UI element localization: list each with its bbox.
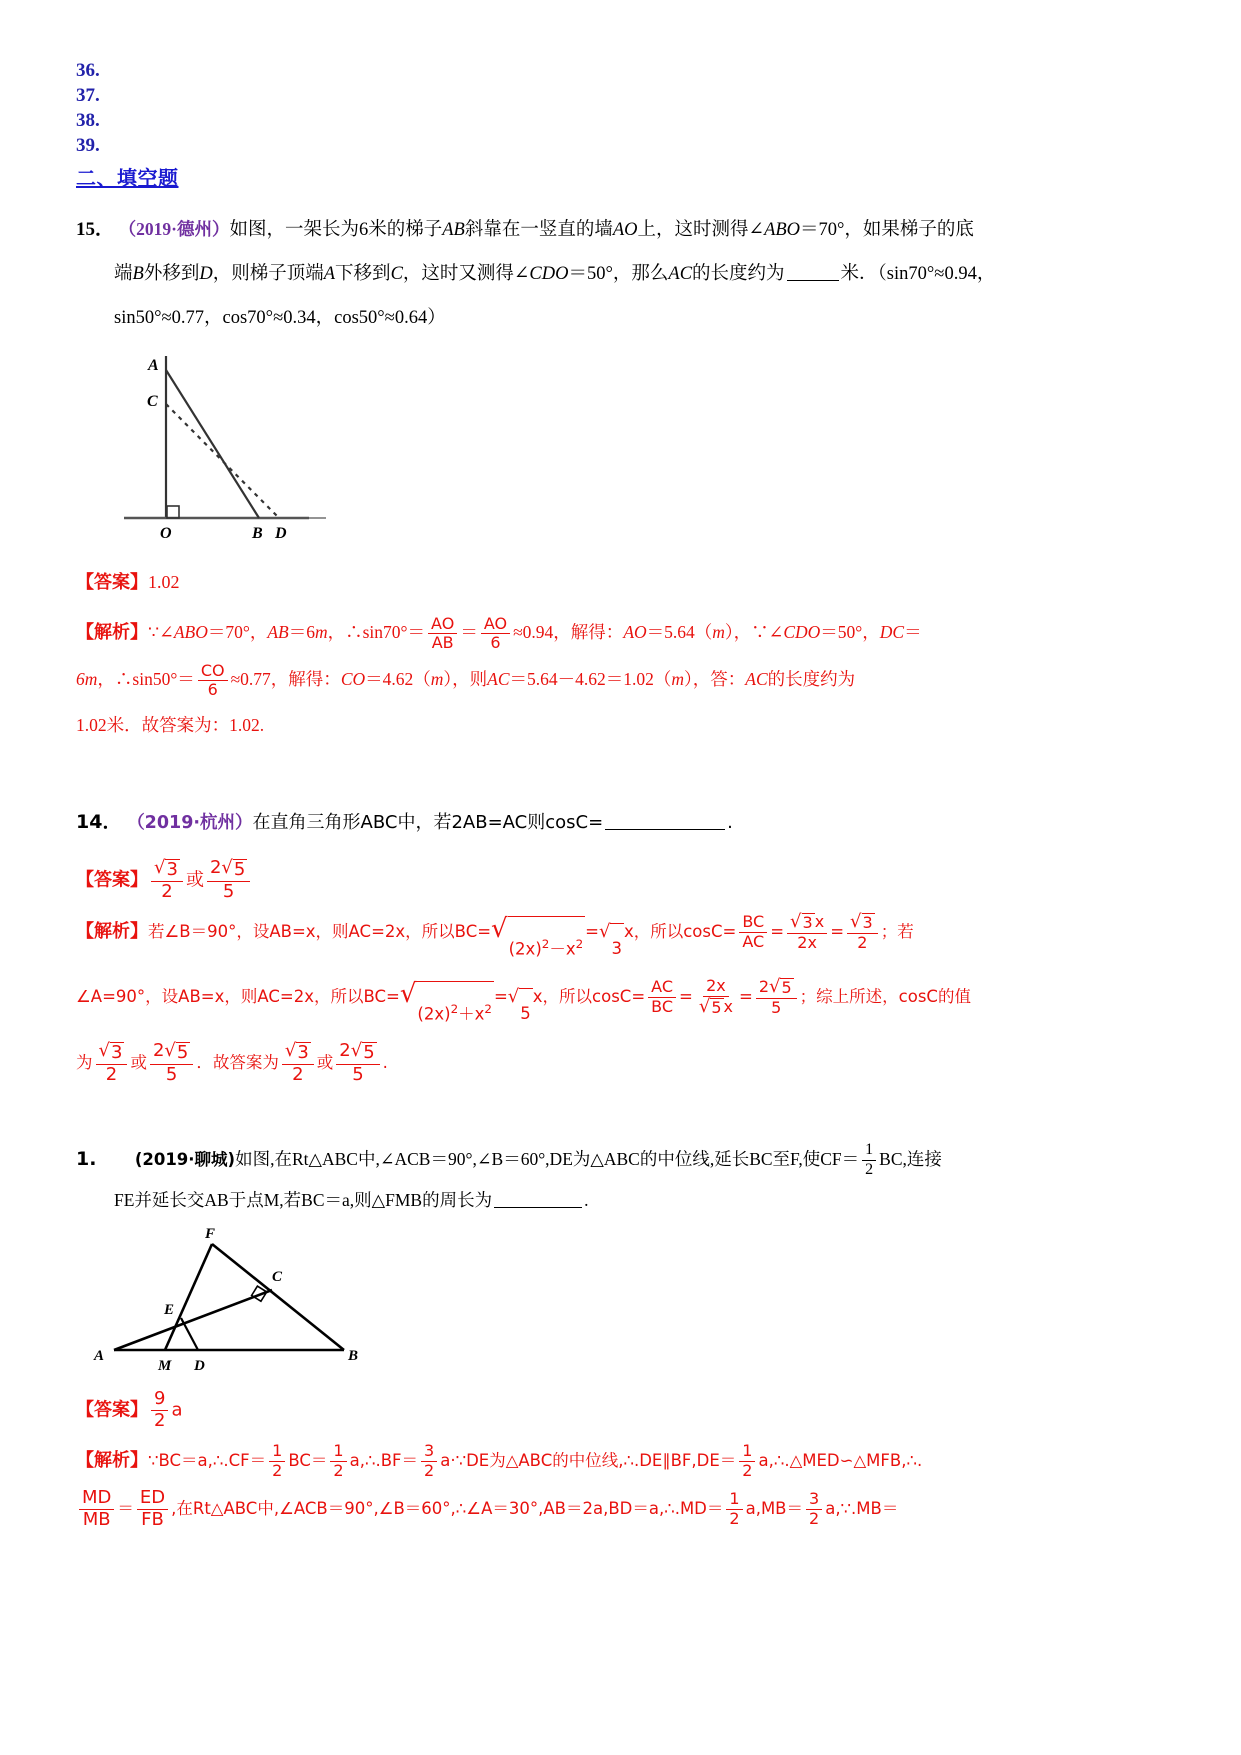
q15-exp-s10b: ＝5.64－4.62＝1.02（ <box>509 669 672 689</box>
q14-e1-eq2: = <box>770 921 785 941</box>
q1-number: 1. <box>76 1147 97 1170</box>
q14-e1-rad-sup: 2 <box>541 936 550 951</box>
q14-e3-frac4 <box>336 1039 379 1085</box>
q14-frac-2x-r5x <box>696 978 736 1017</box>
q14-f-num: BC <box>739 914 767 933</box>
sqrt-icon: √ 3 <box>98 1039 123 1063</box>
q14-answer-blank[interactable] <box>605 829 725 830</box>
q14-e2-f3-rad: 5 <box>781 978 792 998</box>
q15-line-3: sin50°≈0.77，cos70°≈0.34，cos50°≈0.64） <box>114 308 446 328</box>
q15-exp-cdo: CDO <box>783 622 821 642</box>
q1-e2-frac3 <box>726 1488 742 1528</box>
q14-or: 或 <box>185 869 204 891</box>
q1-e1-b: BC＝ <box>288 1450 328 1470</box>
sqrt-icon: √ 3 <box>850 910 873 932</box>
q14-e3-or: 或 <box>130 1052 147 1072</box>
q14-e3-f1-num <box>96 1039 128 1065</box>
q1-label-F: F <box>205 1225 216 1242</box>
q15-text-c: 上，这时测得∠ <box>637 220 765 240</box>
q14-e1-eq3: = <box>830 921 845 941</box>
q14-f-den: AC <box>742 931 765 951</box>
q1-label-D: D <box>194 1357 205 1374</box>
q15-exp-s9b: ＝4.62（ <box>365 669 431 689</box>
q1-e1-f3-num: 3 <box>421 1443 437 1462</box>
q15-l2-e: ，则梯子顶端 <box>212 264 324 284</box>
q1-e1-f2-den: 2 <box>333 1460 344 1480</box>
q1-e1-frac3 <box>421 1440 437 1480</box>
q14-e3-or2: 或 <box>316 1052 334 1072</box>
q1-e1: ∵BC＝a,∴.CF＝ <box>148 1450 267 1470</box>
q1-line-2 <box>76 1180 1166 1220</box>
q1-e1-frac4 <box>739 1440 755 1480</box>
q15-exp-m1: m <box>314 622 328 642</box>
q15-exp-m2: m <box>712 622 725 642</box>
q1-analysis <box>76 1437 1166 1533</box>
q15-point-b: B <box>132 264 144 284</box>
q14-frac-bc-ac <box>739 911 767 951</box>
q14-text-a: 在直角三角形ABC中，若2AB=AC则cosC= <box>252 812 604 833</box>
q1-ans-num: 9 <box>151 1390 168 1411</box>
q14-f2-tail: x <box>814 911 825 931</box>
q14-f2-num <box>787 910 827 934</box>
q14-e2-f3-coef: 2 <box>758 977 769 997</box>
q1-e1-f2-num: 1 <box>330 1443 346 1462</box>
q14-e3-f2-rad: 5 <box>176 1041 189 1063</box>
q14-frac1-den: 2 <box>161 880 173 902</box>
q1-frac-half <box>862 1142 876 1179</box>
q15-answer-row <box>76 562 1166 603</box>
q15-point-d: D <box>199 264 213 284</box>
q15-exp-eq: ＝ <box>460 622 478 642</box>
q15-l2-i: ，这时又测得∠ <box>402 264 530 284</box>
q14-e3-f2-num <box>150 1039 193 1065</box>
q14-e2-f2-rad: 5 <box>711 998 722 1018</box>
q15-label-B: B <box>252 525 263 542</box>
q15-frac2-den: 6 <box>490 633 501 653</box>
q1-e1-f1-den: 2 <box>272 1460 283 1480</box>
q15-exp-s9d: ），则 <box>443 669 488 689</box>
q14-e2-f3-den: 5 <box>771 998 782 1018</box>
q15-exp-s2b: ＝6 <box>288 622 315 642</box>
q1-text-1: 如图,在Rt△ABC中,∠ACB＝90°,∠B＝60°,DE为△ABC的中位线,延长BC至F,使CF＝ <box>235 1148 860 1169</box>
q14-answer-frac-1 <box>151 859 183 902</box>
stub-list <box>76 58 1166 158</box>
q14-e3-f2-coef: 2 <box>152 1039 165 1061</box>
q1-e1-c: a,∴.BF＝ <box>349 1450 419 1470</box>
q14-e3-f4-num <box>336 1039 379 1065</box>
q1-e2-f3-num: 1 <box>726 1491 742 1510</box>
q14-f3-rad: 3 <box>862 912 873 932</box>
q15-figure-svg <box>114 348 344 548</box>
sqrt-icon: √ 5 <box>350 1039 375 1063</box>
q1-e2-f2-den: FB <box>141 1508 164 1530</box>
q1-e2-f3-den: 2 <box>729 1508 740 1528</box>
q14-e2-eq3: = <box>738 987 753 1007</box>
q1-e1-f4-den: 2 <box>742 1460 753 1480</box>
q14-f2-rad: 3 <box>802 912 813 932</box>
q15-exp-s8: ≈0.77，解得： <box>230 669 341 689</box>
q1-e1-d: a·∵DE为△ABC的中位线,∴.DE∥BF,DE＝ <box>440 1450 737 1470</box>
q14-e3-end: . <box>382 1052 388 1072</box>
q14-answer-frac-2 <box>207 859 250 902</box>
q15-l2-g: 下移到 <box>335 264 391 284</box>
q15-number: 15． <box>76 219 115 240</box>
q14-e2-r5: 5 <box>519 988 533 1038</box>
q15-frac1-den: AB <box>431 633 454 653</box>
q15-exp-m3: m <box>430 669 444 689</box>
q15-point-c: C <box>390 264 403 284</box>
q15-exp-s1c: ＝70°， <box>207 622 268 642</box>
q14-e1-eq: = <box>585 921 599 941</box>
q14-e3-frac1 <box>96 1039 128 1085</box>
q14-frac2-radicand: 5 <box>233 859 246 880</box>
q1-e1-e: a,∴.△MED∽△MFB,∴. <box>758 1450 923 1470</box>
q14-e2-f-den: BC <box>651 997 674 1017</box>
sqrt-icon: √ 5 <box>508 988 533 1038</box>
q1-e2-f4-den: 2 <box>809 1508 820 1528</box>
q14-frac-r3x-2x <box>787 910 827 952</box>
q14-e2-radicand <box>416 981 494 1039</box>
q15-exp-abo: ABO <box>173 622 208 642</box>
q15-exp-s4b: ＝5.64（ <box>646 622 713 642</box>
q14-frac1-num <box>151 859 183 882</box>
q14-frac-ac-bc <box>648 979 676 1016</box>
q14-e2-f2-tail: x <box>723 997 733 1017</box>
q1-f1-den: 2 <box>865 1161 874 1179</box>
q1-e2-f4-num: 3 <box>806 1491 822 1510</box>
q14-e3-f4-den: 5 <box>352 1063 364 1085</box>
q15-label-O: O <box>160 525 172 542</box>
q15-answer-tag: 【答案】 <box>76 572 148 593</box>
q14-e2: ∠A=90°，设AB=x，则AC=2x，所以BC= <box>76 987 400 1007</box>
q14-frac2-coef: 2 <box>209 857 222 878</box>
q1-text-1b: BC,连接 <box>879 1148 942 1169</box>
q15-frac-co-6 <box>198 660 228 700</box>
q1-label-B: B <box>348 1347 359 1364</box>
q14-number: 14． <box>76 811 122 833</box>
q14-e1-rad-b: －x <box>549 939 576 959</box>
q1-line-1 <box>76 1139 1166 1180</box>
q14-e2-rad-sup: 2 <box>450 1002 459 1017</box>
q15-exp-ao2: AO <box>623 622 647 642</box>
q1-source: (2019·聊城) <box>134 1149 236 1169</box>
stub-item: 39. <box>76 135 100 156</box>
q15-frac-ao-6 <box>481 613 510 653</box>
q14-e2-eq: = <box>493 987 508 1007</box>
q15-text-a: 如图，一架长为6米的梯子 <box>229 220 443 240</box>
q1-e2-c: a,MB＝ <box>745 1498 804 1518</box>
q15-frac2-num: AO <box>481 616 510 635</box>
q15-point-a: A <box>323 264 336 284</box>
q14-frac-r3-2 <box>847 910 878 952</box>
q1-label-A: A <box>94 1347 105 1364</box>
q14-e3-mid: ．故答案为 <box>196 1052 279 1072</box>
sqrt-icon: √ 3 <box>154 857 178 880</box>
q14-e3-frac3 <box>282 1039 314 1085</box>
q15-text-d: ＝70°，如果梯子的底 <box>800 220 974 240</box>
sqrt-icon: √ 5 <box>769 976 792 998</box>
q15-label-A: A <box>148 357 159 374</box>
q15-label-D: D <box>275 525 287 542</box>
section-heading: 二、填空题 <box>76 166 179 190</box>
q15-exp-ab: AB <box>267 622 289 642</box>
sqrt-icon: √ 3 <box>599 923 624 973</box>
q14-e2-f2-den <box>696 997 736 1017</box>
q14-f3-num <box>847 910 878 934</box>
q1-label-M: M <box>158 1357 172 1374</box>
q15-exp-6m: 6m <box>76 669 98 689</box>
q14-e3-f3-rad: 3 <box>297 1041 309 1063</box>
q1-e2-eq: ＝ <box>117 1498 134 1518</box>
q15-l2-a: 端 <box>114 264 133 284</box>
q14-e2-f3-num <box>756 978 797 999</box>
question-15 <box>76 207 1166 748</box>
q14-e1-r3: 3 <box>610 923 624 973</box>
q15-exp-s3: ≈0.94，解得： <box>513 622 624 642</box>
q14-e3-f1-den: 2 <box>105 1063 118 1085</box>
sqrt-icon: √ 5 <box>164 1039 189 1063</box>
q14-e1-end: ；若 <box>880 921 914 941</box>
q15-exp-m4: m <box>671 669 685 689</box>
q1-period: . <box>584 1189 589 1210</box>
q15-seg-ac: AC <box>668 264 693 284</box>
q14-frac1-radicand: 3 <box>166 859 178 880</box>
q1-e1-f3-den: 2 <box>424 1460 435 1480</box>
q14-e1-rad-a: (2x) <box>508 939 542 959</box>
sqrt-icon: √ $(2x)^2+x^2$ <box>400 981 494 1039</box>
stub-item: 38. <box>76 110 100 131</box>
q14-f2-den: 2x <box>797 932 817 952</box>
q1-f1-num: 1 <box>862 1142 876 1161</box>
q14-source: （2019·杭州） <box>127 813 253 833</box>
q1-figure <box>76 1226 1166 1376</box>
q14-e3-f4-coef: 2 <box>339 1039 351 1061</box>
q14-e3-f1-rad: 3 <box>110 1041 123 1063</box>
q15-text-b: 斜靠在一竖直的墙 <box>464 220 613 240</box>
q15-exp-co: CO <box>340 669 366 689</box>
q1-figure-svg <box>86 1226 386 1376</box>
question-1 <box>76 1139 1166 1533</box>
q15-frac-ao-ab <box>428 613 457 653</box>
q1-e2-frac4 <box>806 1488 822 1528</box>
q1-e2-f1-num: MD <box>79 1489 114 1510</box>
q15-exp-s12: 1.02米．故答案为：1.02. <box>76 715 265 735</box>
q15-answer-value: 1.02 <box>148 572 180 592</box>
q15-seg-ab: AB <box>442 220 465 240</box>
q14-e2-rad-b: ＋x <box>458 1004 485 1024</box>
q15-exp-s4d: ），∵∠ <box>724 622 784 642</box>
q14-e2-rad-sup2: 2 <box>484 1002 492 1017</box>
q1-e2-b: ,在Rt△ABC中,∠ACB＝90°,∠B＝60°,∴∠A＝30°,AB＝2a,BD＝a,∴.MD＝ <box>171 1498 724 1518</box>
q15-exp-s1: ∵∠ <box>148 622 174 642</box>
q15-l2-m: 的长度约为 <box>692 264 785 284</box>
q1-label-E: E <box>164 1301 175 1318</box>
q14-answer-row <box>76 859 1166 902</box>
q1-e2-d: a,∵.MB＝ <box>825 1498 899 1518</box>
q15-l2-n: 米．（sin70°≈0.94， <box>840 264 996 284</box>
q15-label-C: C <box>147 393 158 410</box>
q14-e3-f4-rad: 5 <box>363 1041 375 1063</box>
q14-f3-den: 2 <box>857 932 868 952</box>
q15-l2-c: 外移到 <box>143 264 200 284</box>
q1-ans-unit: a <box>171 1399 183 1421</box>
q14-e3-f3-den: 2 <box>292 1063 304 1085</box>
q1-e1-f4-num: 1 <box>739 1443 755 1462</box>
q15-answer-blank[interactable] <box>787 280 839 281</box>
q15-exp-s5b: ＝50°， <box>820 622 880 642</box>
q14-e2-f-num: AC <box>648 979 676 998</box>
q15-line-2 <box>76 252 1166 296</box>
q14-line-1 <box>76 800 1166 845</box>
q1-e2-frac1 <box>79 1486 114 1530</box>
q14-e2-tail: x，所以cosC= <box>532 987 646 1007</box>
q14-analysis <box>76 908 1166 1087</box>
q15-exp-ac: AC <box>487 669 510 689</box>
q15-exp-ac2: AC <box>745 669 768 689</box>
q1-ans-den: 2 <box>154 1409 166 1431</box>
q1-analysis-tag: 【解析】 <box>76 1449 148 1471</box>
q14-e3-frac2 <box>150 1039 193 1085</box>
q14-frac2-den: 5 <box>222 880 235 902</box>
q15-figure <box>76 348 1166 548</box>
q14-answer-tag: 【答案】 <box>76 869 148 891</box>
sqrt-icon: √ 3 <box>790 910 813 932</box>
sqrt-icon: √ 5 <box>698 996 722 1018</box>
q14-e1-rad-sup2: 2 <box>575 936 584 951</box>
sqrt-icon: √ 5 <box>221 857 246 880</box>
q14-e2-end: ；综上所述，cosC的值 <box>799 987 971 1007</box>
q14-e3-pre: 为 <box>76 1052 93 1072</box>
q15-angle-abo: ABO <box>764 220 801 240</box>
q15-exp-s11b: 的长度约为 <box>767 669 856 689</box>
q1-label-C: C <box>272 1268 283 1285</box>
q15-exp-dc: DC <box>879 622 905 642</box>
q15-frac3-den: 6 <box>207 680 218 700</box>
q14-e2-f2-num: 2x <box>703 978 729 997</box>
q1-e1-frac1 <box>269 1440 285 1480</box>
q1-e2-frac2 <box>137 1486 168 1530</box>
q15-source: （2019·德州） <box>118 219 230 239</box>
q14-e1-radicand <box>508 916 586 974</box>
q14-e2-eq2: = <box>679 987 693 1007</box>
q15-angle-cdo: CDO <box>529 264 569 284</box>
q1-answer-blank[interactable] <box>494 1207 582 1208</box>
question-14 <box>76 800 1166 1087</box>
q1-answer-tag: 【答案】 <box>76 1399 148 1421</box>
q1-e1-f1-num: 1 <box>269 1443 285 1462</box>
q1-e2-f1-den: MB <box>82 1508 111 1530</box>
q15-l2-k: ＝50°，那么 <box>568 264 669 284</box>
q15-seg-ao: AO <box>612 220 638 240</box>
q1-answer-frac <box>151 1387 168 1431</box>
q14-e1: 若∠B＝90°，设AB=x，则AC=2x，所以BC= <box>148 921 492 941</box>
q1-answer-row <box>76 1387 1166 1431</box>
q15-analysis-tag: 【解析】 <box>76 622 148 643</box>
q14-analysis-tag: 【解析】 <box>76 920 148 942</box>
q14-e2-rad-a: (2x) <box>417 1004 451 1024</box>
q15-exp-s7b: ，∴sin50°＝ <box>97 669 195 689</box>
q14-frac-2r5-5 <box>756 978 797 1017</box>
q15-analysis <box>76 609 1166 748</box>
q15-exp-s10d: ），答： <box>684 669 746 689</box>
q1-e1-frac2 <box>330 1440 346 1480</box>
stub-item: 36. <box>76 60 100 81</box>
q14-e3-f3-num <box>282 1039 314 1065</box>
q15-frac1-num: AO <box>428 616 457 635</box>
q1-text-2: FE并延长交AB于点M,若BC＝a,则△FMB的周长为 <box>114 1189 493 1210</box>
q14-e3-f2-den: 5 <box>165 1063 178 1085</box>
q14-text-b: . <box>727 812 733 833</box>
q15-exp-s6b: ＝ <box>904 622 922 642</box>
q14-e1-tail: x，所以cosC= <box>623 921 737 941</box>
sqrt-icon: √ 3 <box>284 1039 309 1063</box>
stub-item: 37. <box>76 85 100 106</box>
q15-frac3-num: CO <box>198 663 228 682</box>
q1-e2-f2-num: ED <box>137 1489 168 1510</box>
q15-line-1 <box>76 207 1166 252</box>
q14-frac2-num <box>207 859 250 882</box>
q15-exp-s2d: ，∴sin70°＝ <box>327 622 426 642</box>
sqrt-icon: √ $(2x)^2-x^2$ <box>491 916 585 974</box>
